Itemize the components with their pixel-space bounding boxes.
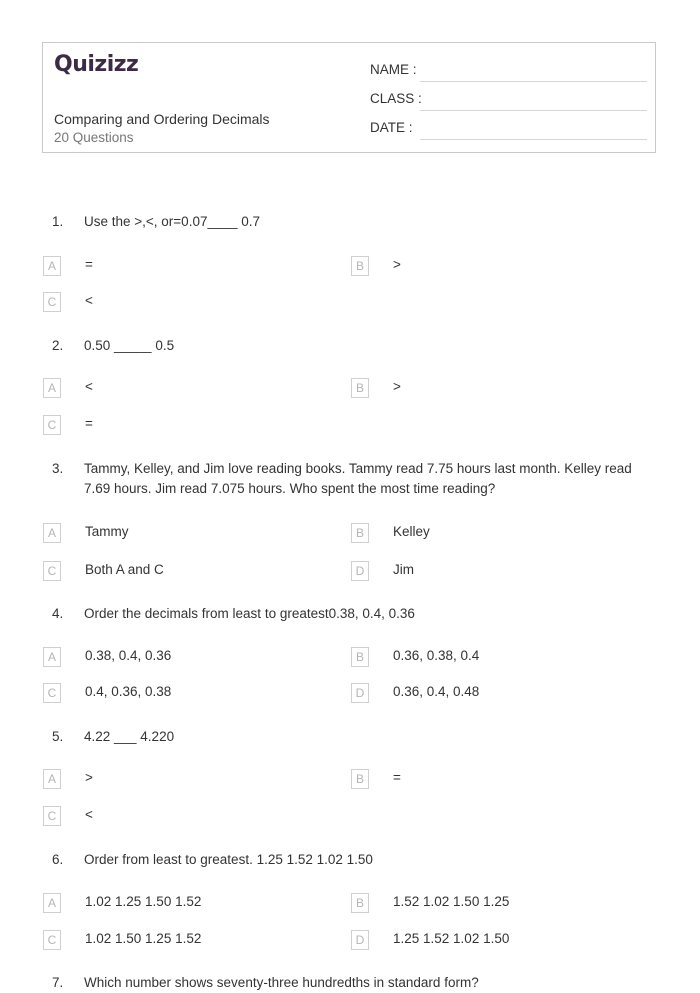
option-letter: B xyxy=(351,769,369,789)
option-text: 1.02 1.25 1.50 1.52 xyxy=(85,894,202,909)
option-letter: A xyxy=(43,647,61,667)
option-letter: C xyxy=(43,561,61,581)
question-text: Order from least to greatest. 1.25 1.52 1.02 1.50 xyxy=(84,852,373,867)
option-text: < xyxy=(85,379,93,394)
option-letter: A xyxy=(43,378,61,398)
option-text: > xyxy=(85,770,93,785)
question-number: 5. xyxy=(52,729,64,744)
option-text: > xyxy=(393,379,401,394)
question-number: 2. xyxy=(52,338,64,353)
option-letter: A xyxy=(43,893,61,913)
option-letter: A xyxy=(43,769,61,789)
option-letter: A xyxy=(43,523,61,543)
option-text: Kelley xyxy=(393,524,430,539)
option-text: < xyxy=(85,807,93,822)
question-number: 7. xyxy=(52,975,64,990)
worksheet-header xyxy=(42,42,656,153)
option-letter: D xyxy=(351,930,369,950)
option-text: 1.25 1.52 1.02 1.50 xyxy=(393,931,510,946)
option-letter: C xyxy=(43,930,61,950)
option-letter: C xyxy=(43,683,61,703)
question-count: 20 Questions xyxy=(54,130,134,145)
question-text: 0.50 _____ 0.5 xyxy=(84,338,175,353)
option-letter: B xyxy=(351,647,369,667)
option-text: 0.4, 0.36, 0.38 xyxy=(85,684,172,699)
date-label: DATE : xyxy=(370,120,413,135)
option-text: = xyxy=(85,257,93,272)
option-text: = xyxy=(393,770,401,785)
class-label: CLASS : xyxy=(370,91,422,106)
name-line[interactable] xyxy=(420,81,647,82)
class-line[interactable] xyxy=(420,110,647,111)
option-text: = xyxy=(85,416,93,431)
option-letter: B xyxy=(351,256,369,276)
option-text: 0.36, 0.38, 0.4 xyxy=(393,648,480,663)
option-letter: A xyxy=(43,256,61,276)
option-letter: C xyxy=(43,806,61,826)
option-text: 0.38, 0.4, 0.36 xyxy=(85,648,172,663)
option-text: 1.52 1.02 1.50 1.25 xyxy=(393,894,510,909)
name-field[interactable] xyxy=(370,60,647,82)
question-text: 4.22 ___ 4.220 xyxy=(84,729,175,744)
question-number: 1. xyxy=(52,214,64,229)
question-text: Tammy, Kelley, and Jim love reading books. Tammy read 7.75 hours last month. Kelley read 7.69 hours. Jim read 7.075 hours. Who spent the most time reading? xyxy=(84,461,632,496)
worksheet-title: Comparing and Ordering Decimals xyxy=(54,111,270,127)
option-text: Tammy xyxy=(85,524,129,539)
date-field[interactable] xyxy=(370,118,647,140)
option-text: Both A and C xyxy=(85,562,164,577)
name-label: NAME : xyxy=(370,62,417,77)
option-letter: B xyxy=(351,378,369,398)
quizizz-logo: Quizizz xyxy=(54,52,139,77)
question-text: Order the decimals from least to greatest0.38, 0.4, 0.36 xyxy=(84,606,415,621)
class-field[interactable] xyxy=(370,89,647,111)
question-text: Which number shows seventy-three hundredths in standard form? xyxy=(84,975,479,990)
option-letter: C xyxy=(43,292,61,312)
question-number: 3. xyxy=(52,461,64,476)
option-letter: C xyxy=(43,415,61,435)
option-letter: B xyxy=(351,893,369,913)
date-line[interactable] xyxy=(420,139,647,140)
question-number: 4. xyxy=(52,606,64,621)
question-text: Use the >,<, or=0.07____ 0.7 xyxy=(84,214,261,229)
option-text: > xyxy=(393,257,401,272)
option-text: < xyxy=(85,293,93,308)
option-text: 0.36, 0.4, 0.48 xyxy=(393,684,480,699)
option-text: Jim xyxy=(393,562,414,577)
question-number: 6. xyxy=(52,852,64,867)
option-text: 1.02 1.50 1.25 1.52 xyxy=(85,931,202,946)
option-letter: D xyxy=(351,561,369,581)
option-letter: B xyxy=(351,523,369,543)
option-letter: D xyxy=(351,683,369,703)
